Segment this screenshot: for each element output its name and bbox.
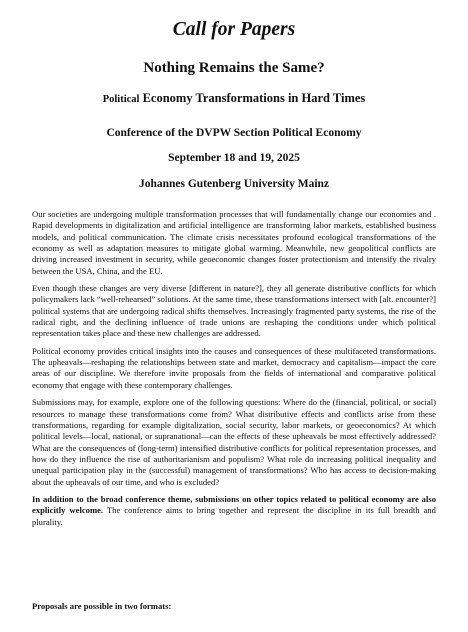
document-subtitle: Nothing Remains the Same? — [143, 60, 325, 76]
paragraph-open-topics — [32, 494, 436, 528]
conference-venue: Johannes Gutenberg University Mainz — [138, 178, 330, 190]
proposals-heading: Proposals are possible in two formats: — [32, 601, 172, 611]
open-topics-bold: In addition to the broad conference theme, submissions on other topics related to political economy are also explicitly welcome. — [32, 493, 436, 516]
theme-rest: Economy Transformations in Hard Times — [139, 91, 366, 105]
open-topics-rest: The conference aims to bring together and represent the discipline in its full breadth and plurality. — [32, 505, 436, 527]
paragraph-intro: Our societies are undergoing multiple transformation processes that will fundamentally change our economies and . Rapid developments in digitalization and artificial intelligence are transforming labor markets, established business models, and political communication. The climate crisis necessitates profound ecological transformations of the economy as well as adaptation measures to mitigate global warming. Meanwhile, new geopolitical conflicts are driving increased investment in security, while geoeconomic changes foster protectionism and intensify the rivalry between the USA, China, and the EU. — [32, 209, 436, 276]
document-theme — [0, 90, 468, 108]
conference-name: Conference of the DVPW Section Political Economy — [106, 127, 362, 139]
paragraph-conflicts: Even though these changes are very diverse [different in nature?], they all generate distributive conflicts for which policymakers lack “well-rehearsed” solutions. At the same time, these transformations intersect with [alt. encounter?] political systems that are undergoing radical shifts themselves. Increasingly fragmented party systems, the rise of the radical right, and the declining influence of trade unions are reshaping the conditions under which political representation takes place and these new challenges are addressed. — [32, 283, 436, 339]
paragraph-political-economy: Political economy provides critical insights into the causes and consequences of these multifaceted transformations. The upheavals—reshaping the relationships between state and market, democracy and capitalism—impact the core areas of our discipline. We therefore invite proposals from the fields of international and comparative political economy that engage with these contemporary challenges. — [32, 345, 436, 390]
conference-dates: September 18 and 19, 2025 — [168, 152, 300, 164]
document-title: Call for Papers — [172, 19, 296, 40]
theme-lead: Political — [102, 94, 140, 105]
body-text — [32, 209, 436, 534]
paragraph-questions: Submissions may, for example, explore one of the following questions: Where do the (financial, political, or social) resources to manage these transformations come from? What distributive effects and conflicts arise from these transformations, regarding for example digitalization, social security, labor markets, or geoeconomics? At which political levels—local, national, or supranational—can the effects of these upheavals be most effectively addressed? What are the consequences of (long-term) intensified distributive conflicts for political representation processes, and how do they influence the rise of authoritarianism and populism? What role do increasing political inequality and unequal participation play in the (successful) management of transformations? Who has access to decision-making about the upheavals of our time, and who is excluded? — [32, 397, 436, 487]
